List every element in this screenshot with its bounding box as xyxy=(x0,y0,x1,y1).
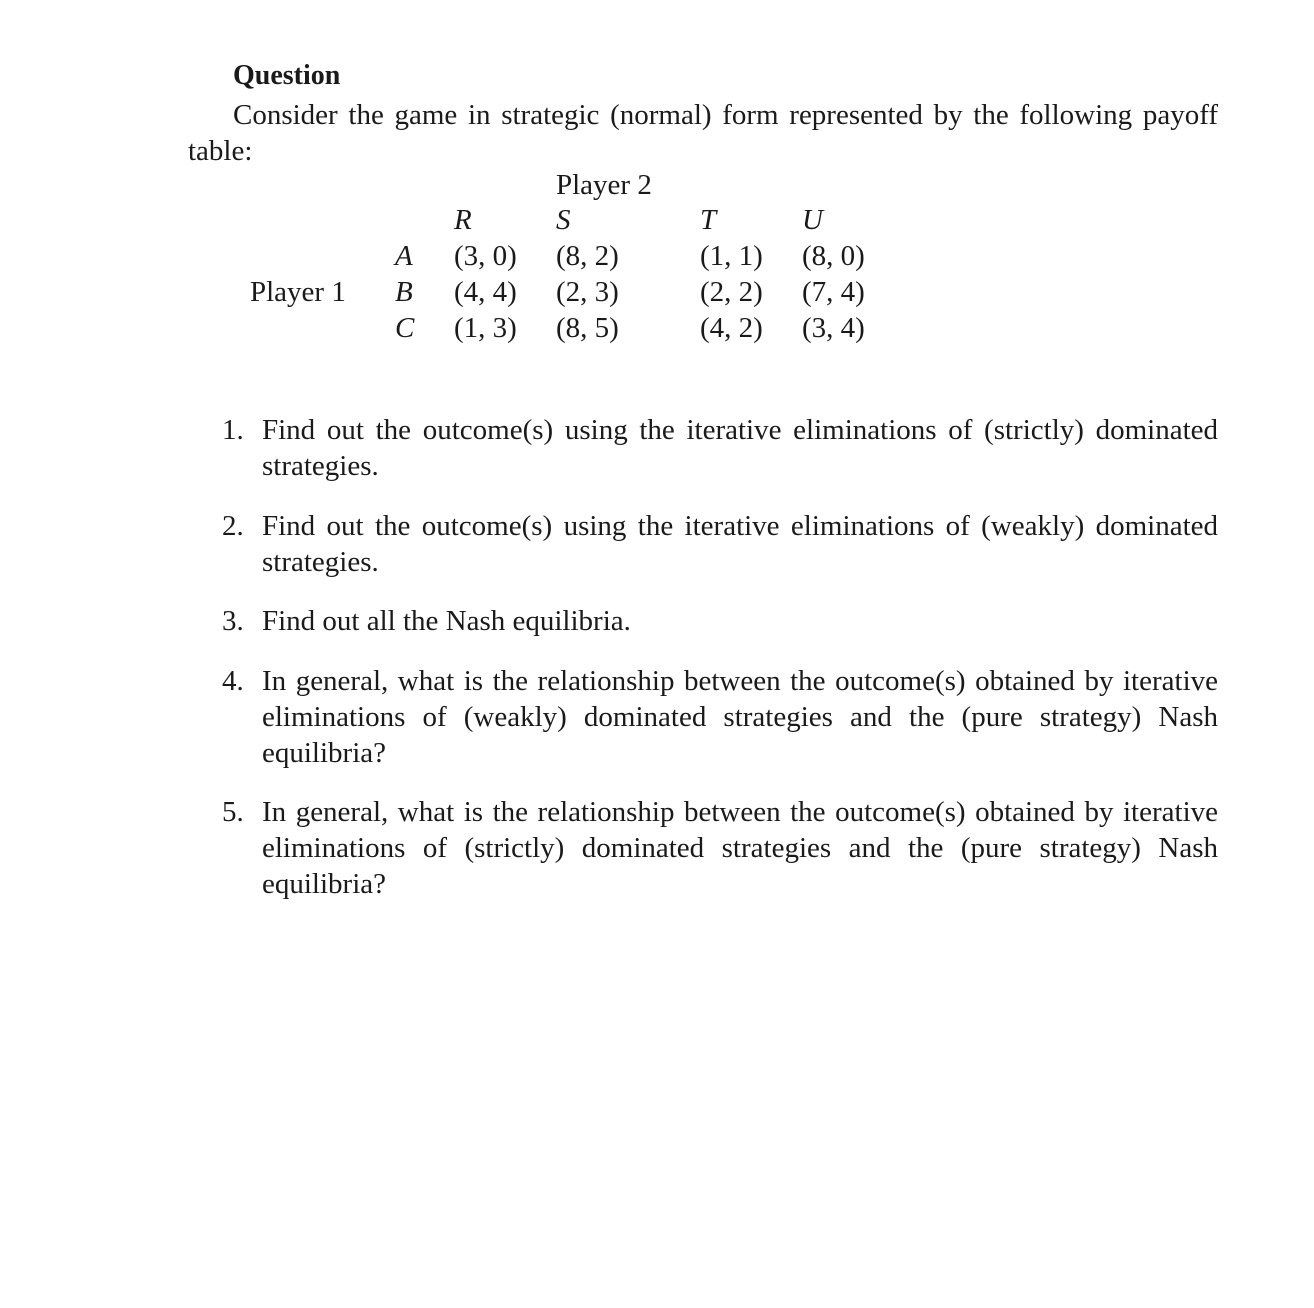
payoff-cell: (3, 4) xyxy=(802,312,865,344)
list-item-number: 2. xyxy=(222,510,244,542)
list-item-text: In general, what is the relationship between the outcome(s) obtained by iterative eliminations of (strictly) dominated strategies and the (pure strategy) Nash equilibria? xyxy=(262,796,1218,900)
column-player-label: Player 2 xyxy=(556,169,652,201)
list-item xyxy=(222,412,1218,484)
list-item-text: Find out the outcome(s) using the iterative eliminations of (weakly) dominated strategies. xyxy=(262,510,1218,578)
column-header-r: R xyxy=(454,204,472,236)
payoff-cell: (1, 1) xyxy=(700,240,763,272)
payoff-cell: (3, 0) xyxy=(454,240,517,272)
row-label-a: A xyxy=(395,240,413,272)
list-item-text: Find out all the Nash equilibria. xyxy=(262,605,631,637)
list-item-number: 5. xyxy=(222,796,244,828)
list-item xyxy=(222,603,1218,639)
list-item-number: 3. xyxy=(222,605,244,637)
column-header-s: S xyxy=(556,204,571,236)
list-item-text: In general, what is the relationship between the outcome(s) obtained by iterative eliminations of (weakly) dominated strategies and the (pure strategy) Nash equilibria? xyxy=(262,665,1218,769)
payoff-cell: (7, 4) xyxy=(802,276,865,308)
payoff-cell: (2, 3) xyxy=(556,276,619,308)
column-header-t: T xyxy=(700,204,717,236)
list-item-number: 4. xyxy=(222,665,244,697)
row-label-b: B xyxy=(395,276,413,308)
payoff-cell: (8, 5) xyxy=(556,312,619,344)
row-label-c: C xyxy=(395,312,415,344)
question-heading: Question xyxy=(233,60,341,91)
payoff-cell: (1, 3) xyxy=(454,312,517,344)
list-item xyxy=(222,663,1218,771)
column-header-u: U xyxy=(802,204,823,236)
payoff-cell: (8, 0) xyxy=(802,240,865,272)
list-item xyxy=(222,794,1218,902)
list-item-number: 1. xyxy=(222,414,244,446)
list-item-text: Find out the outcome(s) using the iterative eliminations of (strictly) dominated strategies. xyxy=(262,414,1218,482)
payoff-cell: (4, 4) xyxy=(454,276,517,308)
payoff-cell: (2, 2) xyxy=(700,276,763,308)
intro-paragraph: Consider the game in strategic (normal) form represented by the following payoff table: xyxy=(188,99,1218,167)
list-item xyxy=(222,508,1218,580)
row-player-label: Player 1 xyxy=(250,276,346,308)
payoff-cell: (4, 2) xyxy=(700,312,763,344)
payoff-cell: (8, 2) xyxy=(556,240,619,272)
